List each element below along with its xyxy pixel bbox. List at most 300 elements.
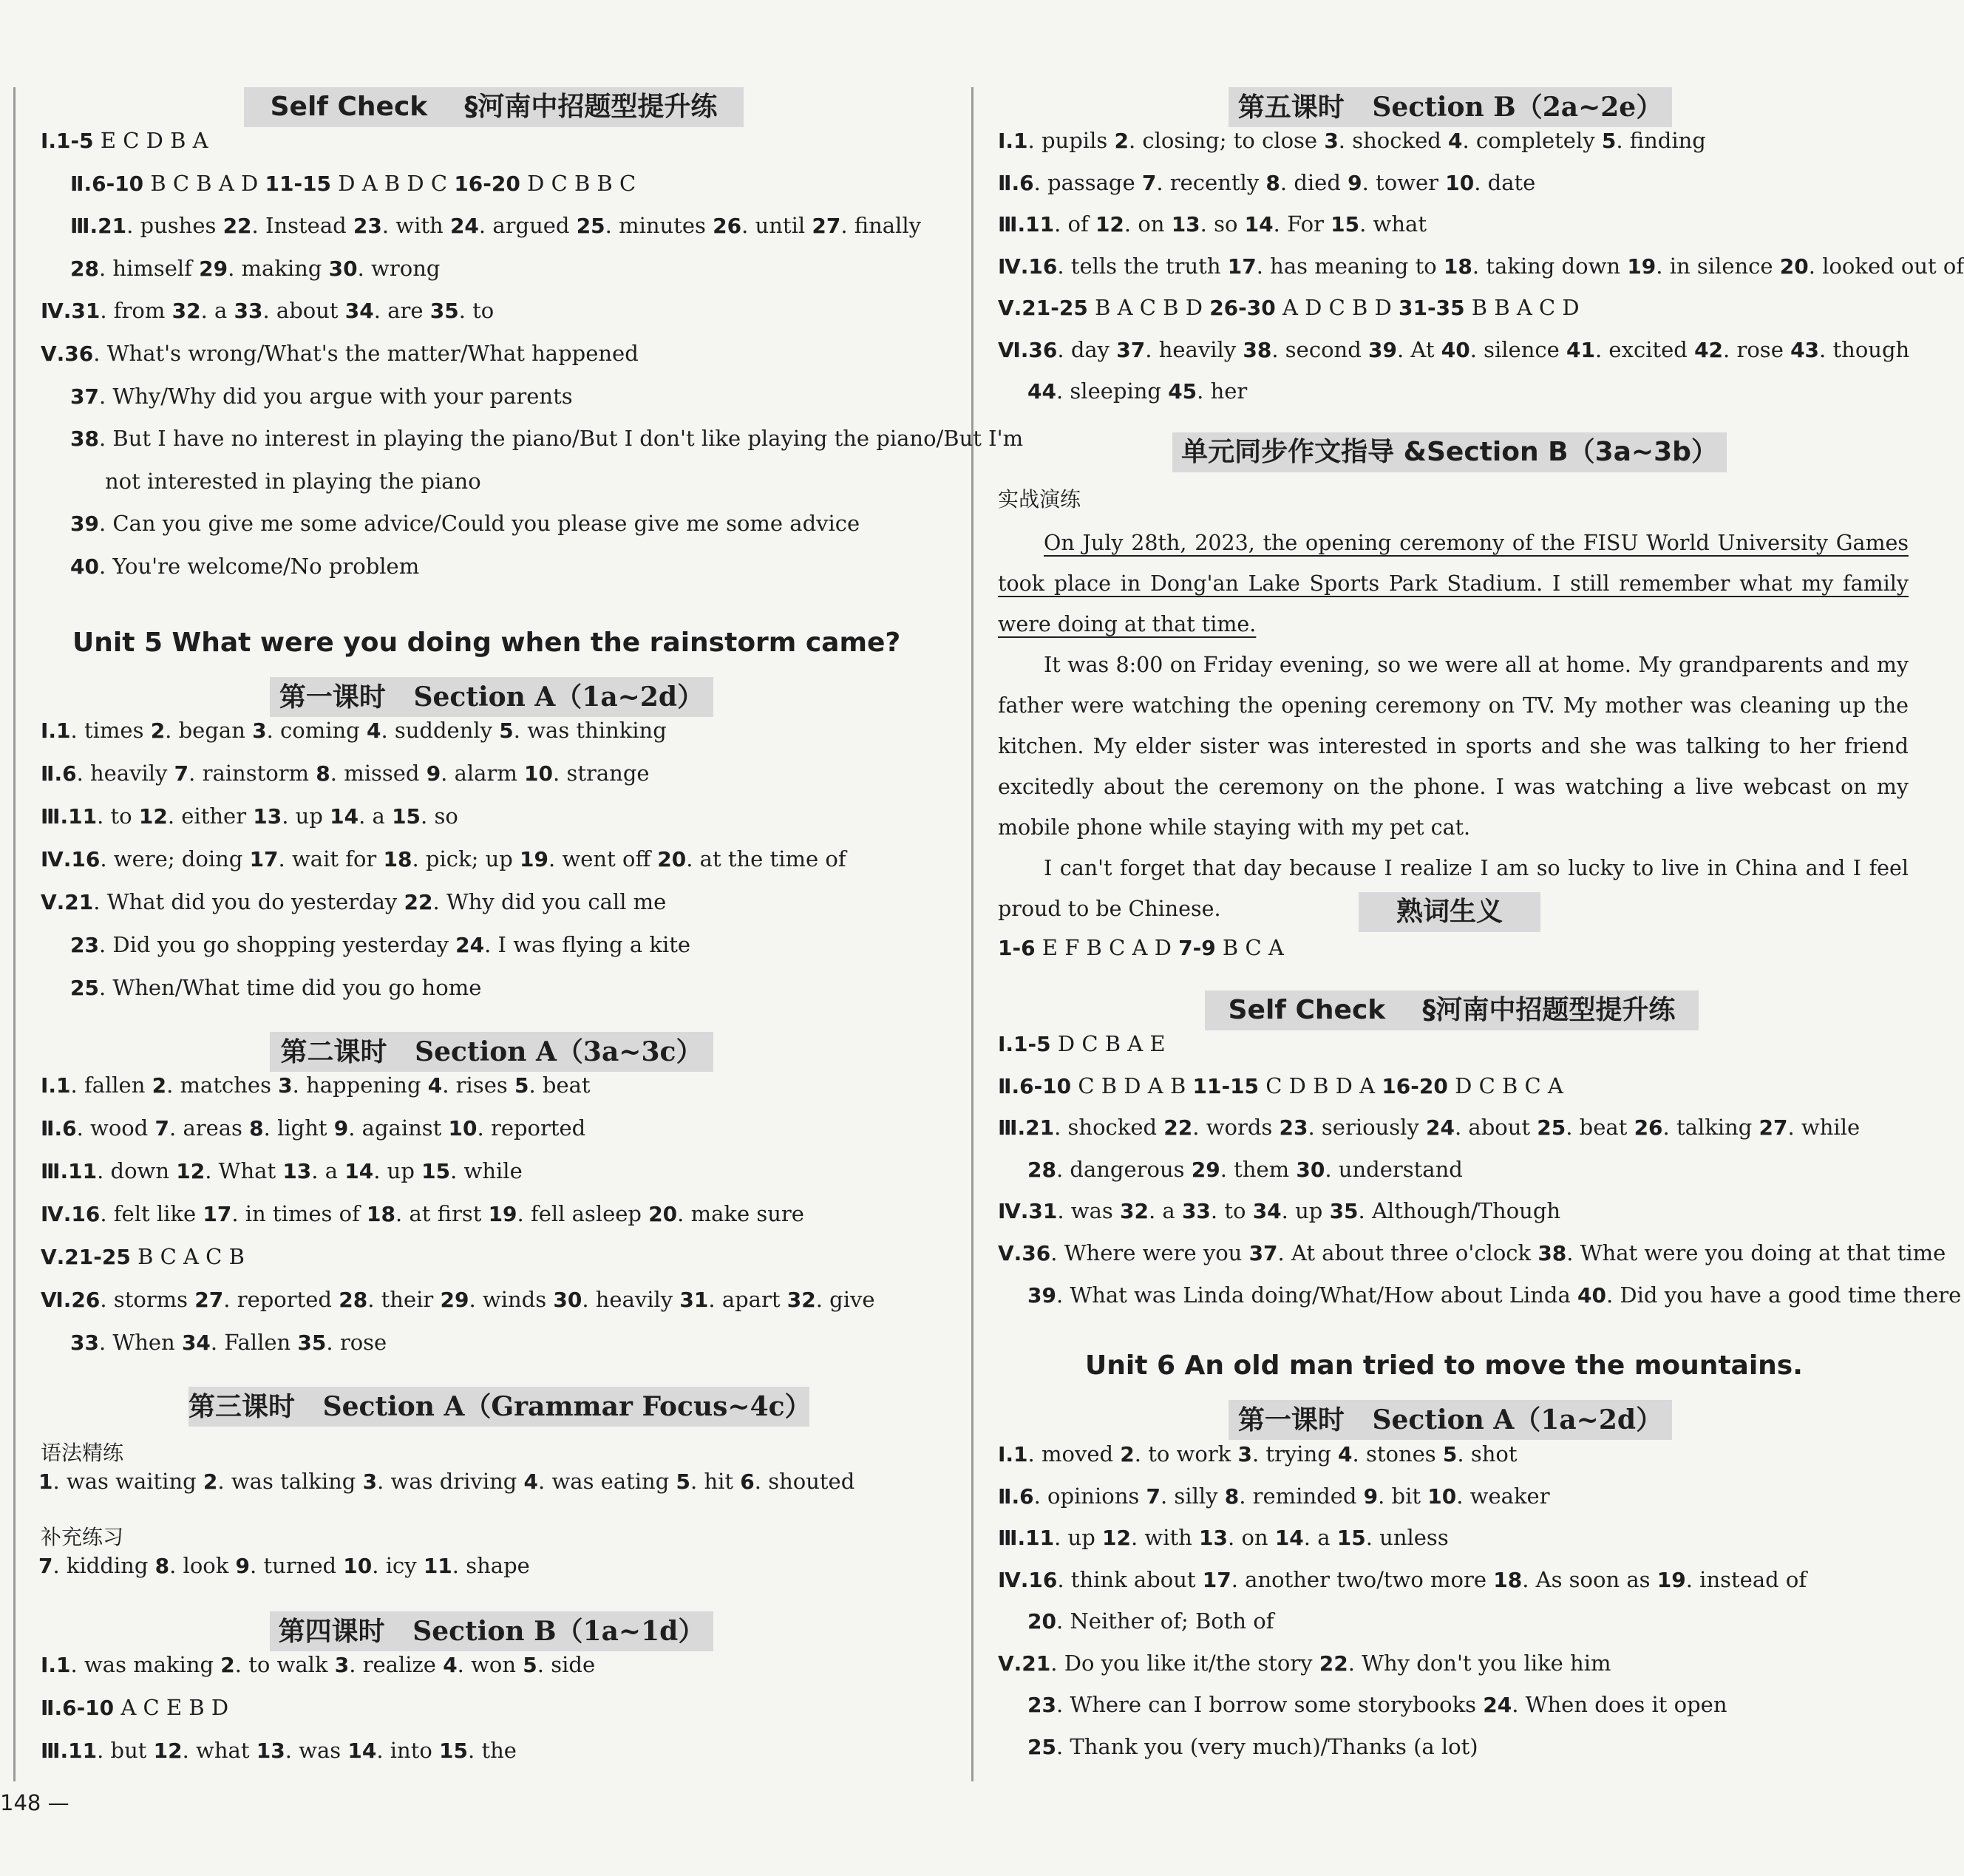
answer-line xyxy=(41,1242,245,1272)
item-answer: D C B B C xyxy=(520,170,636,196)
item-number: 29 xyxy=(1191,1157,1220,1182)
item-number: 3 xyxy=(362,1469,378,1494)
item-answer: . Can you give me some advice/Could you please give me some advice xyxy=(98,511,860,537)
item-number: 9 xyxy=(1348,170,1362,195)
writing-title: 单元同步作文指导 &Section B（3a~3b） xyxy=(1181,437,1718,467)
item-number: 45 xyxy=(1168,379,1197,404)
item-number: 32 xyxy=(1120,1199,1149,1224)
item-number: Ⅳ.16 xyxy=(41,1202,101,1226)
item-answer: . finding xyxy=(1616,128,1706,153)
item-answer: . into xyxy=(376,1738,440,1763)
item-answer: . understand xyxy=(1325,1156,1463,1182)
item-number: 3 xyxy=(278,1073,293,1098)
item-answer: . from xyxy=(100,298,172,324)
item-number: 25 xyxy=(576,214,605,239)
item-answer: . silly xyxy=(1160,1483,1225,1509)
item-answer: . wrong xyxy=(357,255,441,281)
item-answer: . what xyxy=(182,1738,256,1763)
item-answer: . seriously xyxy=(1308,1115,1426,1141)
item-number: 5 xyxy=(514,1073,529,1098)
answer-line xyxy=(998,335,1909,365)
item-answer: . completely xyxy=(1462,128,1602,153)
item-number: 14 xyxy=(1274,1526,1304,1550)
extra-label: 补充练习 xyxy=(41,1525,124,1549)
item-answer: . beat xyxy=(529,1073,591,1098)
item-answer: . while xyxy=(450,1158,523,1183)
item-answer: . passage xyxy=(1033,169,1142,195)
item-answer: . was waiting xyxy=(52,1469,203,1494)
item-number: 15 xyxy=(421,1159,451,1183)
item-number: 11-15 xyxy=(1192,1073,1260,1098)
vocab-title: 熟词生义 xyxy=(1396,897,1503,927)
item-number: 24 xyxy=(449,214,479,239)
answer-line xyxy=(70,509,860,539)
item-number: 30 xyxy=(328,256,358,281)
item-answer: . rose xyxy=(1723,336,1791,362)
item-number: 12 xyxy=(138,804,168,829)
item-answer: . excited xyxy=(1595,336,1695,362)
item-answer: . so xyxy=(1200,211,1245,237)
item-number: Ⅲ.21 xyxy=(998,1115,1055,1141)
item-answer: . rainstorm xyxy=(188,761,316,786)
item-answer: B A C B D xyxy=(1087,295,1210,320)
item-answer: B C A C B xyxy=(130,1244,245,1269)
item-answer: . hit xyxy=(690,1469,741,1494)
item-answer: . beat xyxy=(1566,1115,1634,1141)
item-number: 2 xyxy=(220,1653,235,1677)
item-number: 26-30 xyxy=(1209,296,1276,320)
item-answer: . looked out of xyxy=(1808,253,1964,279)
item-answer: . winds xyxy=(469,1287,554,1312)
item-number: 13 xyxy=(1171,212,1200,237)
item-answer: . silence xyxy=(1469,336,1567,362)
item-number: 37 xyxy=(1248,1241,1278,1265)
item-answer: . day xyxy=(1057,336,1117,362)
item-answer: A C E B D xyxy=(114,1695,229,1720)
item-number: 5 xyxy=(1601,129,1617,153)
item-answer: . icy xyxy=(372,1553,424,1578)
item-number: 23 xyxy=(1027,1693,1056,1717)
item-answer: . to xyxy=(97,803,139,829)
item-number: 23 xyxy=(1279,1115,1308,1141)
item-number: Ⅳ.31 xyxy=(998,1199,1058,1224)
answer-line xyxy=(41,1113,585,1143)
answer-line xyxy=(41,296,494,326)
item-number: 14 xyxy=(1244,212,1274,237)
answer-line xyxy=(70,930,690,960)
item-answer: . the xyxy=(468,1738,517,1763)
item-number: 7 xyxy=(174,761,189,786)
item-answer: . You're welcome/No problem xyxy=(98,554,420,579)
item-answer: . rises xyxy=(442,1073,514,1098)
item-number: 8 xyxy=(1224,1484,1240,1509)
item-number: 15 xyxy=(1331,212,1360,237)
item-answer: . Although/Though xyxy=(1358,1198,1561,1224)
item-answer: . up xyxy=(1054,1525,1102,1550)
item-answer: C D B D A xyxy=(1259,1073,1382,1098)
item-number: 22 xyxy=(404,890,433,914)
item-number: 4 xyxy=(427,1073,443,1098)
item-answer: . was xyxy=(1057,1198,1121,1224)
item-answer: . For xyxy=(1273,211,1331,237)
item-number: 4 xyxy=(523,1469,539,1494)
item-answer: . give xyxy=(815,1287,875,1312)
item-answer: . side xyxy=(537,1652,596,1677)
lesson3-banner xyxy=(188,1387,812,1427)
item-number: 31-35 xyxy=(1399,296,1465,320)
item-answer: . coming xyxy=(266,718,367,743)
item-number: 14 xyxy=(347,1739,377,1763)
answer-line xyxy=(41,887,666,917)
lesson4-section: Section B（1a~1d） xyxy=(412,1616,705,1647)
item-number: Ⅵ.26 xyxy=(41,1288,101,1312)
item-answer: . another two/two more xyxy=(1231,1566,1494,1592)
u6-lesson1-section: Section A（1a~2d） xyxy=(1372,1404,1663,1435)
item-answer: . are xyxy=(373,298,430,324)
answer-line xyxy=(998,1523,1449,1553)
item-number: 27 xyxy=(194,1288,224,1312)
item-answer: . second xyxy=(1271,336,1368,362)
item-number: 6 xyxy=(740,1469,755,1494)
item-answer: . down xyxy=(97,1158,177,1183)
item-number: 12 xyxy=(1101,1526,1131,1550)
item-number: 1-6 xyxy=(998,936,1036,960)
item-number: 8 xyxy=(1265,170,1280,195)
item-number: 17 xyxy=(1202,1567,1231,1592)
item-answer: . Neither of; Both of xyxy=(1056,1608,1274,1634)
item-number: Ⅴ.21-25 xyxy=(998,296,1088,320)
item-number: 4 xyxy=(443,1653,458,1677)
item-answer: . reported xyxy=(223,1287,339,1312)
self-check-title: Self Check xyxy=(270,92,428,122)
lesson5-banner xyxy=(1229,87,1672,127)
lesson2-section: Section A（3a~3c） xyxy=(415,1036,703,1067)
item-answer: . stones xyxy=(1352,1441,1443,1467)
item-answer: . about xyxy=(1454,1115,1537,1141)
u6-lesson1-banner xyxy=(1229,1400,1672,1440)
answer-line xyxy=(998,251,1964,282)
item-number: 17 xyxy=(249,847,279,871)
item-answer: . in times of xyxy=(231,1201,367,1226)
item-answer: . wait for xyxy=(278,846,384,871)
item-answer: . shocked xyxy=(1054,1115,1164,1141)
left-margin-rule xyxy=(13,87,16,1781)
item-answer: . were; doing xyxy=(100,846,250,871)
item-number: 25 xyxy=(1537,1115,1566,1141)
answer-line xyxy=(70,381,573,412)
item-answer: . kidding xyxy=(52,1553,155,1578)
item-answer: not interested in playing the piano xyxy=(105,468,481,494)
item-number: 12 xyxy=(176,1159,205,1183)
vocab-banner xyxy=(1359,892,1540,932)
unit6-title: Unit 6 An old man tried to move the mountains. xyxy=(1085,1350,1803,1381)
answer-line xyxy=(105,466,481,496)
answer-line xyxy=(1027,376,1247,407)
answer-line xyxy=(41,801,458,832)
answer-line xyxy=(998,1439,1518,1469)
item-answer: . missed xyxy=(330,761,427,786)
item-number: 20 xyxy=(648,1202,678,1226)
lesson3-cn: 第三课时 xyxy=(188,1392,296,1422)
answer-line xyxy=(998,126,1706,156)
item-number: 9 xyxy=(235,1554,251,1578)
item-answer: . what xyxy=(1359,211,1427,237)
item-number: 39 xyxy=(1368,337,1397,362)
item-answer: . suddenly xyxy=(381,718,500,743)
item-number: 13 xyxy=(1199,1526,1229,1550)
item-answer: . them xyxy=(1220,1156,1297,1182)
item-answer: . strange xyxy=(553,761,650,786)
item-number: 14 xyxy=(330,804,359,829)
item-number: 19 xyxy=(1627,254,1657,279)
item-number: 20 xyxy=(657,847,687,871)
item-number: 20 xyxy=(1027,1609,1056,1634)
item-answer: A D C B D xyxy=(1275,295,1399,320)
answer-line xyxy=(41,1156,523,1186)
item-answer: . in silence xyxy=(1656,253,1780,279)
self-check-banner-2 xyxy=(1205,990,1699,1030)
answer-line xyxy=(41,126,208,156)
item-number: Ⅲ.11 xyxy=(998,1526,1055,1550)
item-answer: . on xyxy=(1124,211,1172,237)
item-answer: . though xyxy=(1819,336,1910,362)
item-number: 16-20 xyxy=(454,171,520,196)
item-number: 33 xyxy=(70,1330,99,1355)
item-answer: C B D A B xyxy=(1071,1073,1193,1098)
lesson2-cn: 第二课时 xyxy=(280,1037,387,1067)
answer-line xyxy=(70,424,1023,454)
item-answer: . I was flying a kite xyxy=(484,932,691,957)
unit5-title: Unit 5 What were you doing when the rainstorm came? xyxy=(72,628,901,658)
item-answer: . But I have no interest in playing the piano/But I don't like playing the piano/But I'm xyxy=(98,426,1024,452)
answer-line xyxy=(70,973,481,1003)
answer-line xyxy=(41,1736,517,1766)
answer-line xyxy=(998,1196,1560,1226)
item-answer: . died xyxy=(1280,169,1348,195)
item-number: 33 xyxy=(234,299,263,324)
item-number: 22 xyxy=(1163,1115,1193,1141)
item-number: Ⅱ.6 xyxy=(998,170,1034,195)
answer-line xyxy=(998,168,1535,198)
item-answer: . closing; to close xyxy=(1128,128,1325,153)
item-number: 13 xyxy=(282,1159,312,1183)
item-answer: . look xyxy=(169,1553,236,1578)
answer-line xyxy=(1027,1155,1463,1185)
item-answer: . When does it open xyxy=(1512,1692,1727,1717)
item-answer: . heavily xyxy=(1145,336,1243,362)
item-answer: . happening xyxy=(292,1073,428,1098)
item-number: 27 xyxy=(1759,1115,1788,1141)
item-number: 22 xyxy=(1319,1651,1348,1676)
item-number: Ⅱ.6 xyxy=(41,761,77,786)
item-answer: . heavily xyxy=(76,761,174,786)
item-number: Ⅳ.31 xyxy=(41,299,101,324)
item-answer: . unless xyxy=(1365,1525,1449,1550)
answer-line xyxy=(70,169,636,199)
item-number: Ⅱ.6-10 xyxy=(998,1073,1072,1098)
item-number: 8 xyxy=(154,1554,170,1578)
item-answer: . finally xyxy=(840,213,921,239)
item-answer: . up xyxy=(373,1158,422,1183)
item-answer: . Where were you xyxy=(1050,1240,1249,1265)
item-number: 13 xyxy=(253,804,282,829)
lesson1-section: Section A（1a~2d） xyxy=(413,682,704,713)
item-answer: . As soon as xyxy=(1522,1566,1657,1592)
item-number: 38 xyxy=(1243,337,1272,362)
item-number: 15 xyxy=(439,1739,469,1763)
item-number: 23 xyxy=(70,933,99,957)
item-answer: . at first xyxy=(395,1201,489,1226)
item-number: 39 xyxy=(1027,1282,1056,1308)
item-answer: . What were you doing at that time xyxy=(1566,1240,1946,1265)
item-number: 37 xyxy=(1116,337,1146,362)
item-number: 7 xyxy=(1146,1484,1161,1509)
item-answer: . a xyxy=(1149,1198,1182,1224)
item-number: Ⅰ.1 xyxy=(41,718,71,743)
item-number: 32 xyxy=(786,1288,816,1312)
item-number: Ⅵ.36 xyxy=(998,337,1058,362)
item-answer: . began xyxy=(165,718,253,743)
answer-line xyxy=(998,933,1284,963)
item-number: 42 xyxy=(1694,337,1724,362)
item-answer: . pushes xyxy=(126,213,223,239)
item-answer: . Why did you call me xyxy=(432,889,667,914)
item-number: 26 xyxy=(713,214,742,239)
item-answer: . What's wrong/What's the matter/What happened xyxy=(93,341,639,366)
lesson2-banner xyxy=(270,1032,713,1072)
item-number: 34 xyxy=(181,1330,211,1355)
item-number: 3 xyxy=(1324,129,1339,153)
item-number: 4 xyxy=(366,718,381,743)
answer-line xyxy=(70,254,440,284)
answer-line xyxy=(998,1029,1166,1059)
answer-line xyxy=(70,551,419,582)
item-number: Ⅲ.11 xyxy=(998,212,1055,237)
answer-line xyxy=(998,1238,1946,1268)
item-number: Ⅲ.11 xyxy=(41,1739,98,1763)
column-divider-rule xyxy=(971,87,973,1781)
item-number: 12 xyxy=(1095,212,1124,237)
item-answer: . while xyxy=(1787,1115,1861,1141)
answer-line xyxy=(998,1481,1550,1512)
item-number: 19 xyxy=(1657,1567,1686,1592)
item-answer: . date xyxy=(1474,169,1536,195)
item-answer: . won xyxy=(457,1652,523,1677)
item-number: 7-9 xyxy=(1178,936,1216,960)
item-answer: . was driving xyxy=(377,1469,524,1494)
self-check-subtitle-2: §河南中招题型提升练 xyxy=(1422,995,1676,1025)
item-number: Ⅰ.1 xyxy=(998,1442,1028,1467)
item-answer: . a xyxy=(311,1158,345,1183)
item-answer: . with xyxy=(1130,1525,1200,1550)
item-number: 18 xyxy=(383,847,412,871)
item-number: 19 xyxy=(488,1202,517,1226)
item-number: 3 xyxy=(252,718,267,743)
answer-line xyxy=(41,844,846,874)
writing-practice-label: 实战演练 xyxy=(998,487,1081,512)
essay-paragraph-2: It was 8:00 on Friday evening, so we were all at home. My grandparents and my father were watching the opening ceremony on TV. My mother was cleaning up the kitchen. My elder sister was interested in sports and she was talking to her friend excitedly about the ceremony on the phone. I was watching a live webcast on my mobile phone while staying with my pet cat. xyxy=(998,653,1909,840)
item-answer: . talking xyxy=(1662,1115,1759,1141)
item-number: 26 xyxy=(1634,1115,1663,1141)
answer-line xyxy=(41,1070,591,1101)
item-number: 9 xyxy=(1363,1484,1379,1509)
answer-line xyxy=(41,339,639,369)
item-answer: . tower xyxy=(1362,169,1446,195)
item-number: 41 xyxy=(1566,337,1595,362)
item-number: 5 xyxy=(1442,1442,1458,1467)
item-number: 7 xyxy=(154,1116,170,1141)
item-number: 12 xyxy=(153,1739,183,1763)
item-number: 9 xyxy=(426,761,441,786)
item-number: 13 xyxy=(256,1739,285,1763)
item-number: 17 xyxy=(203,1202,232,1226)
item-number: 10 xyxy=(1427,1484,1457,1509)
item-answer: . Did you have a good time there xyxy=(1605,1282,1962,1308)
answer-line xyxy=(998,1112,1860,1143)
self-check-subtitle: §河南中招题型提升练 xyxy=(464,92,718,122)
answer-line xyxy=(41,1199,804,1229)
item-answer: . on xyxy=(1228,1525,1275,1550)
item-answer: . argued xyxy=(478,213,577,239)
item-answer: . to walk xyxy=(234,1652,335,1677)
item-answer: . moved xyxy=(1027,1441,1121,1467)
item-number: Ⅴ.21 xyxy=(998,1651,1051,1676)
item-answer: . but xyxy=(97,1738,154,1763)
item-answer: . realize xyxy=(349,1652,444,1677)
item-answer: . rose xyxy=(326,1330,387,1355)
item-answer: . making xyxy=(228,255,329,281)
essay-paragraph-1: On July 28th, 2023, the opening ceremony of the FISU World University Games took place in Dong'an Lake Sports Park Stadium. I still remember what my family were doing at that time. xyxy=(998,531,1909,636)
answer-line xyxy=(41,1650,595,1680)
item-answer: . times xyxy=(70,718,151,743)
item-number: 32 xyxy=(171,299,201,324)
item-number: 4 xyxy=(1448,129,1463,153)
answer-line xyxy=(998,209,1427,239)
item-answer: . What xyxy=(205,1158,283,1183)
item-number: Ⅴ.21-25 xyxy=(41,1245,131,1269)
item-answer: . recently xyxy=(1156,169,1266,195)
item-number: 10 xyxy=(343,1554,373,1578)
item-answer: . himself xyxy=(98,255,200,281)
item-answer: D A B D C xyxy=(331,170,455,196)
item-answer: B C B A D xyxy=(143,170,265,196)
item-answer: . storms xyxy=(100,1287,195,1312)
item-number: 24 xyxy=(455,933,485,957)
item-number: 19 xyxy=(520,847,549,871)
item-number: 33 xyxy=(1181,1199,1211,1224)
answer-line xyxy=(38,1551,530,1581)
item-answer: . Instead xyxy=(251,213,353,239)
item-number: Ⅱ.6-10 xyxy=(41,1696,115,1720)
item-number: 39 xyxy=(70,512,99,537)
item-number: 16-20 xyxy=(1382,1073,1448,1098)
item-number: 24 xyxy=(1426,1115,1455,1141)
item-number: 2 xyxy=(152,1073,167,1098)
answer-line xyxy=(41,716,667,746)
item-answer: . Why don't you like him xyxy=(1348,1650,1611,1676)
item-number: 10 xyxy=(524,761,554,786)
item-number: 10 xyxy=(448,1116,478,1141)
item-number: 3 xyxy=(1237,1442,1252,1467)
item-answer: . Thank you (very much)/Thanks (a lot) xyxy=(1056,1733,1478,1759)
item-number: 35 xyxy=(297,1330,327,1355)
item-answer: . reminded xyxy=(1239,1483,1364,1509)
answer-line xyxy=(41,1693,228,1723)
item-number: 17 xyxy=(1227,254,1257,279)
item-answer: . turned xyxy=(250,1553,344,1578)
item-answer: E F B C A D xyxy=(1035,935,1179,960)
item-number: 22 xyxy=(222,214,252,239)
